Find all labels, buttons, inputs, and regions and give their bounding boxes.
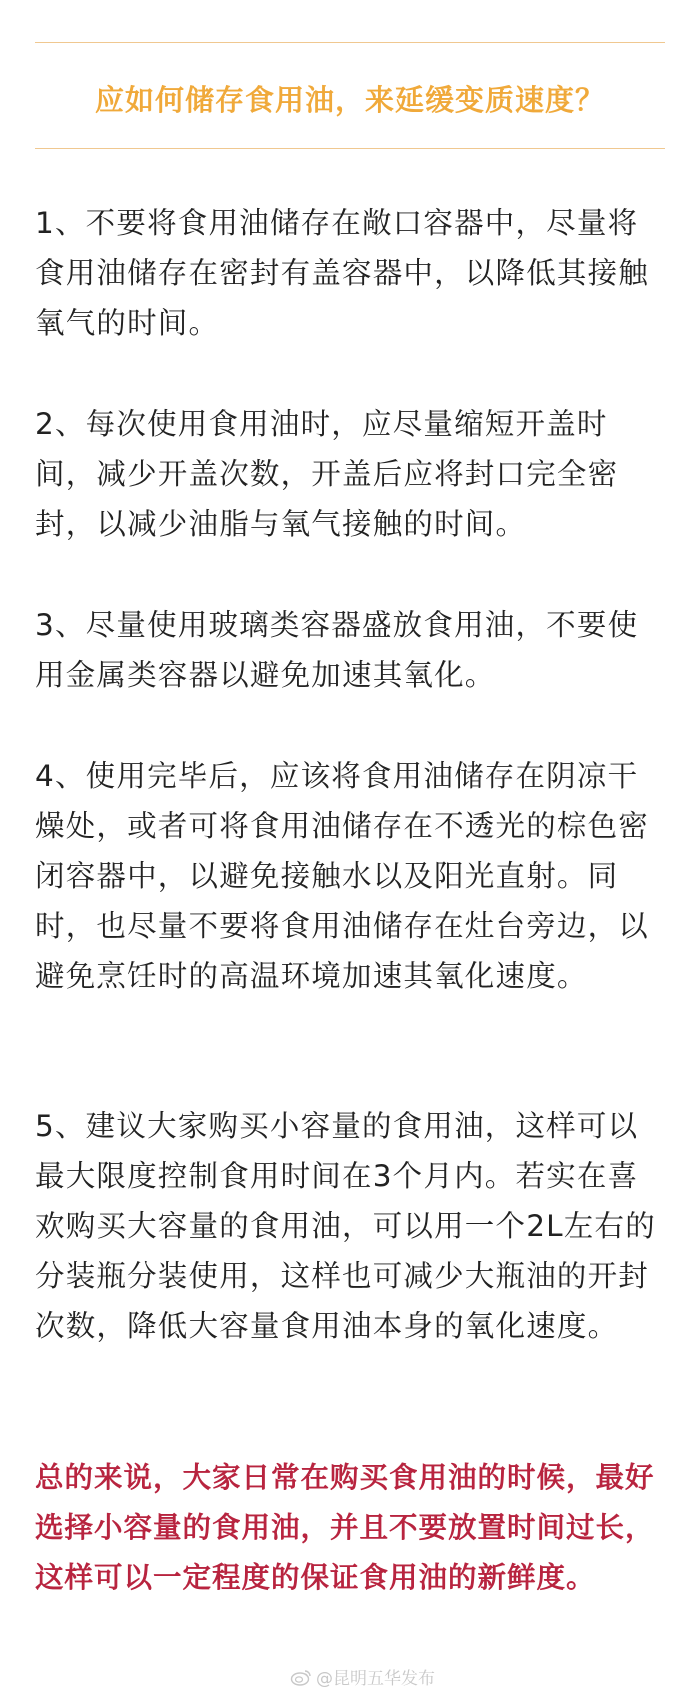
tip-paragraph-1: 1、不要将食用油储存在敞口容器中，尽量将食用油储存在密封有盖容器中，以降低其接触氧气的时间。 [35, 206, 650, 340]
title-bottom-divider [35, 148, 665, 149]
weibo-icon [290, 1668, 312, 1686]
tip-paragraph-2: 2、每次使用食用油时，应尽量缩短开盖时间，减少开盖次数，开盖后应将封口完全密封，以减少油脂与氧气接触的时间。 [35, 407, 619, 541]
article-title: 应如何储存食用油，来延缓变质速度？ [94, 83, 605, 117]
watermark-text: @昆明五华发布 [316, 1669, 435, 1689]
summary-paragraph: 总的来说，大家日常在购买食用油的时候，最好选择小容量的食用油，并且不要放置时间过长，这样可以一定程度的保证食用油的新鲜度。 [35, 1461, 655, 1594]
tip-paragraph-5: 5、建议大家购买小容量的食用油，这样可以最大限度控制食用时间在3个月内。若实在喜欢购买大容量的食用油，可以用一个2L左右的分装瓶分装使用，这样也可减少大瓶油的开封次数，降低大容量食用油本身的氧化速度。 [35, 1109, 656, 1343]
tip-paragraph-4: 4、使用完毕后，应该将食用油储存在阴凉干燥处，或者可将食用油储存在不透光的棕色密闭容器中，以避免接触水以及阳光直射。同时，也尽量不要将食用油储存在灶台旁边，以避免烹饪时的高温环境加速其氧化速度。 [35, 759, 650, 993]
tip-paragraph-3: 3、尽量使用玻璃类容器盛放食用油，不要使用金属类容器以避免加速其氧化。 [35, 608, 639, 692]
title-top-divider [35, 42, 665, 43]
source-watermark [290, 1664, 435, 1689]
